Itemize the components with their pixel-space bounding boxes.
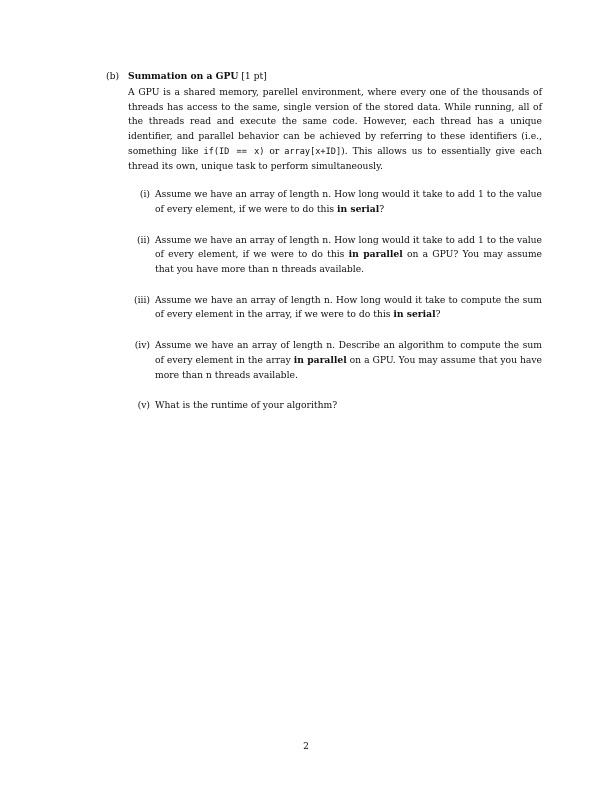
intro-code-2: array[x+ID] [284, 146, 342, 157]
question-marker: (iv) [134, 340, 150, 352]
question-emphasis: in parallel [293, 354, 347, 366]
section-label: (b) [106, 71, 120, 82]
section-header [106, 70, 542, 85]
question-text: Assume we have an array of length n. How long would it take to add 1 to the value of every element, if we were to do this [155, 189, 542, 215]
section-intro [128, 86, 542, 174]
question-item-ii [128, 234, 542, 278]
question-text-end: ? [379, 203, 385, 215]
question-item-iv [128, 339, 542, 383]
question-emphasis: in serial [337, 203, 380, 215]
question-text: What is the runtime of your algorithm? [155, 400, 338, 412]
question-text: Assume we have an array of length n. How long would it take to compute the sum of every element in the array, if we were to do this [155, 294, 542, 321]
intro-text-c: ). This allows us to essentially give each thread its own, unique task to perform simultaneously. [128, 145, 542, 172]
section-b [106, 70, 542, 430]
question-text-end: ? [435, 309, 441, 321]
question-item-v [128, 399, 542, 414]
intro-text-b: or [264, 145, 285, 157]
question-text-end: on a GPU. You may assume that you have more than n threads available. [155, 354, 542, 381]
question-item-iii [128, 294, 542, 323]
page-number: 2 [303, 741, 309, 752]
question-text: Assume we have an array of length n. How long would it take to add 1 to the value of every element, if we were to do this [155, 234, 542, 261]
question-text: Assume we have an array of length n. Describe an algorithm to compute the sum of every element in the array [155, 340, 542, 366]
intro-text-a: A GPU is a shared memory, parellel environment, where every one of the thousands of threads has access to the same, single version of the stored data. While running, all of the threads read and execute the same code. However, each thread has a unique identifier, and parallel behavior can be achieved by referring to these identifiers (i.e., something like [128, 87, 542, 157]
question-marker: (ii) [136, 234, 150, 246]
question-marker: (v) [137, 400, 150, 412]
question-emphasis: in parallel [348, 249, 403, 261]
section-title [128, 70, 267, 85]
section-points: [1 pt] [241, 71, 267, 82]
question-list [128, 188, 542, 414]
question-emphasis: in serial [393, 309, 436, 321]
section-title-text: Summation on a GPU [128, 71, 239, 82]
intro-code-1: if(ID == x) [203, 146, 265, 157]
question-text-end: on a GPU? You may assume that you have more than n threads available. [155, 249, 542, 276]
question-marker: (iii) [134, 294, 150, 306]
question-marker: (i) [139, 189, 150, 201]
question-item-i [128, 188, 542, 217]
